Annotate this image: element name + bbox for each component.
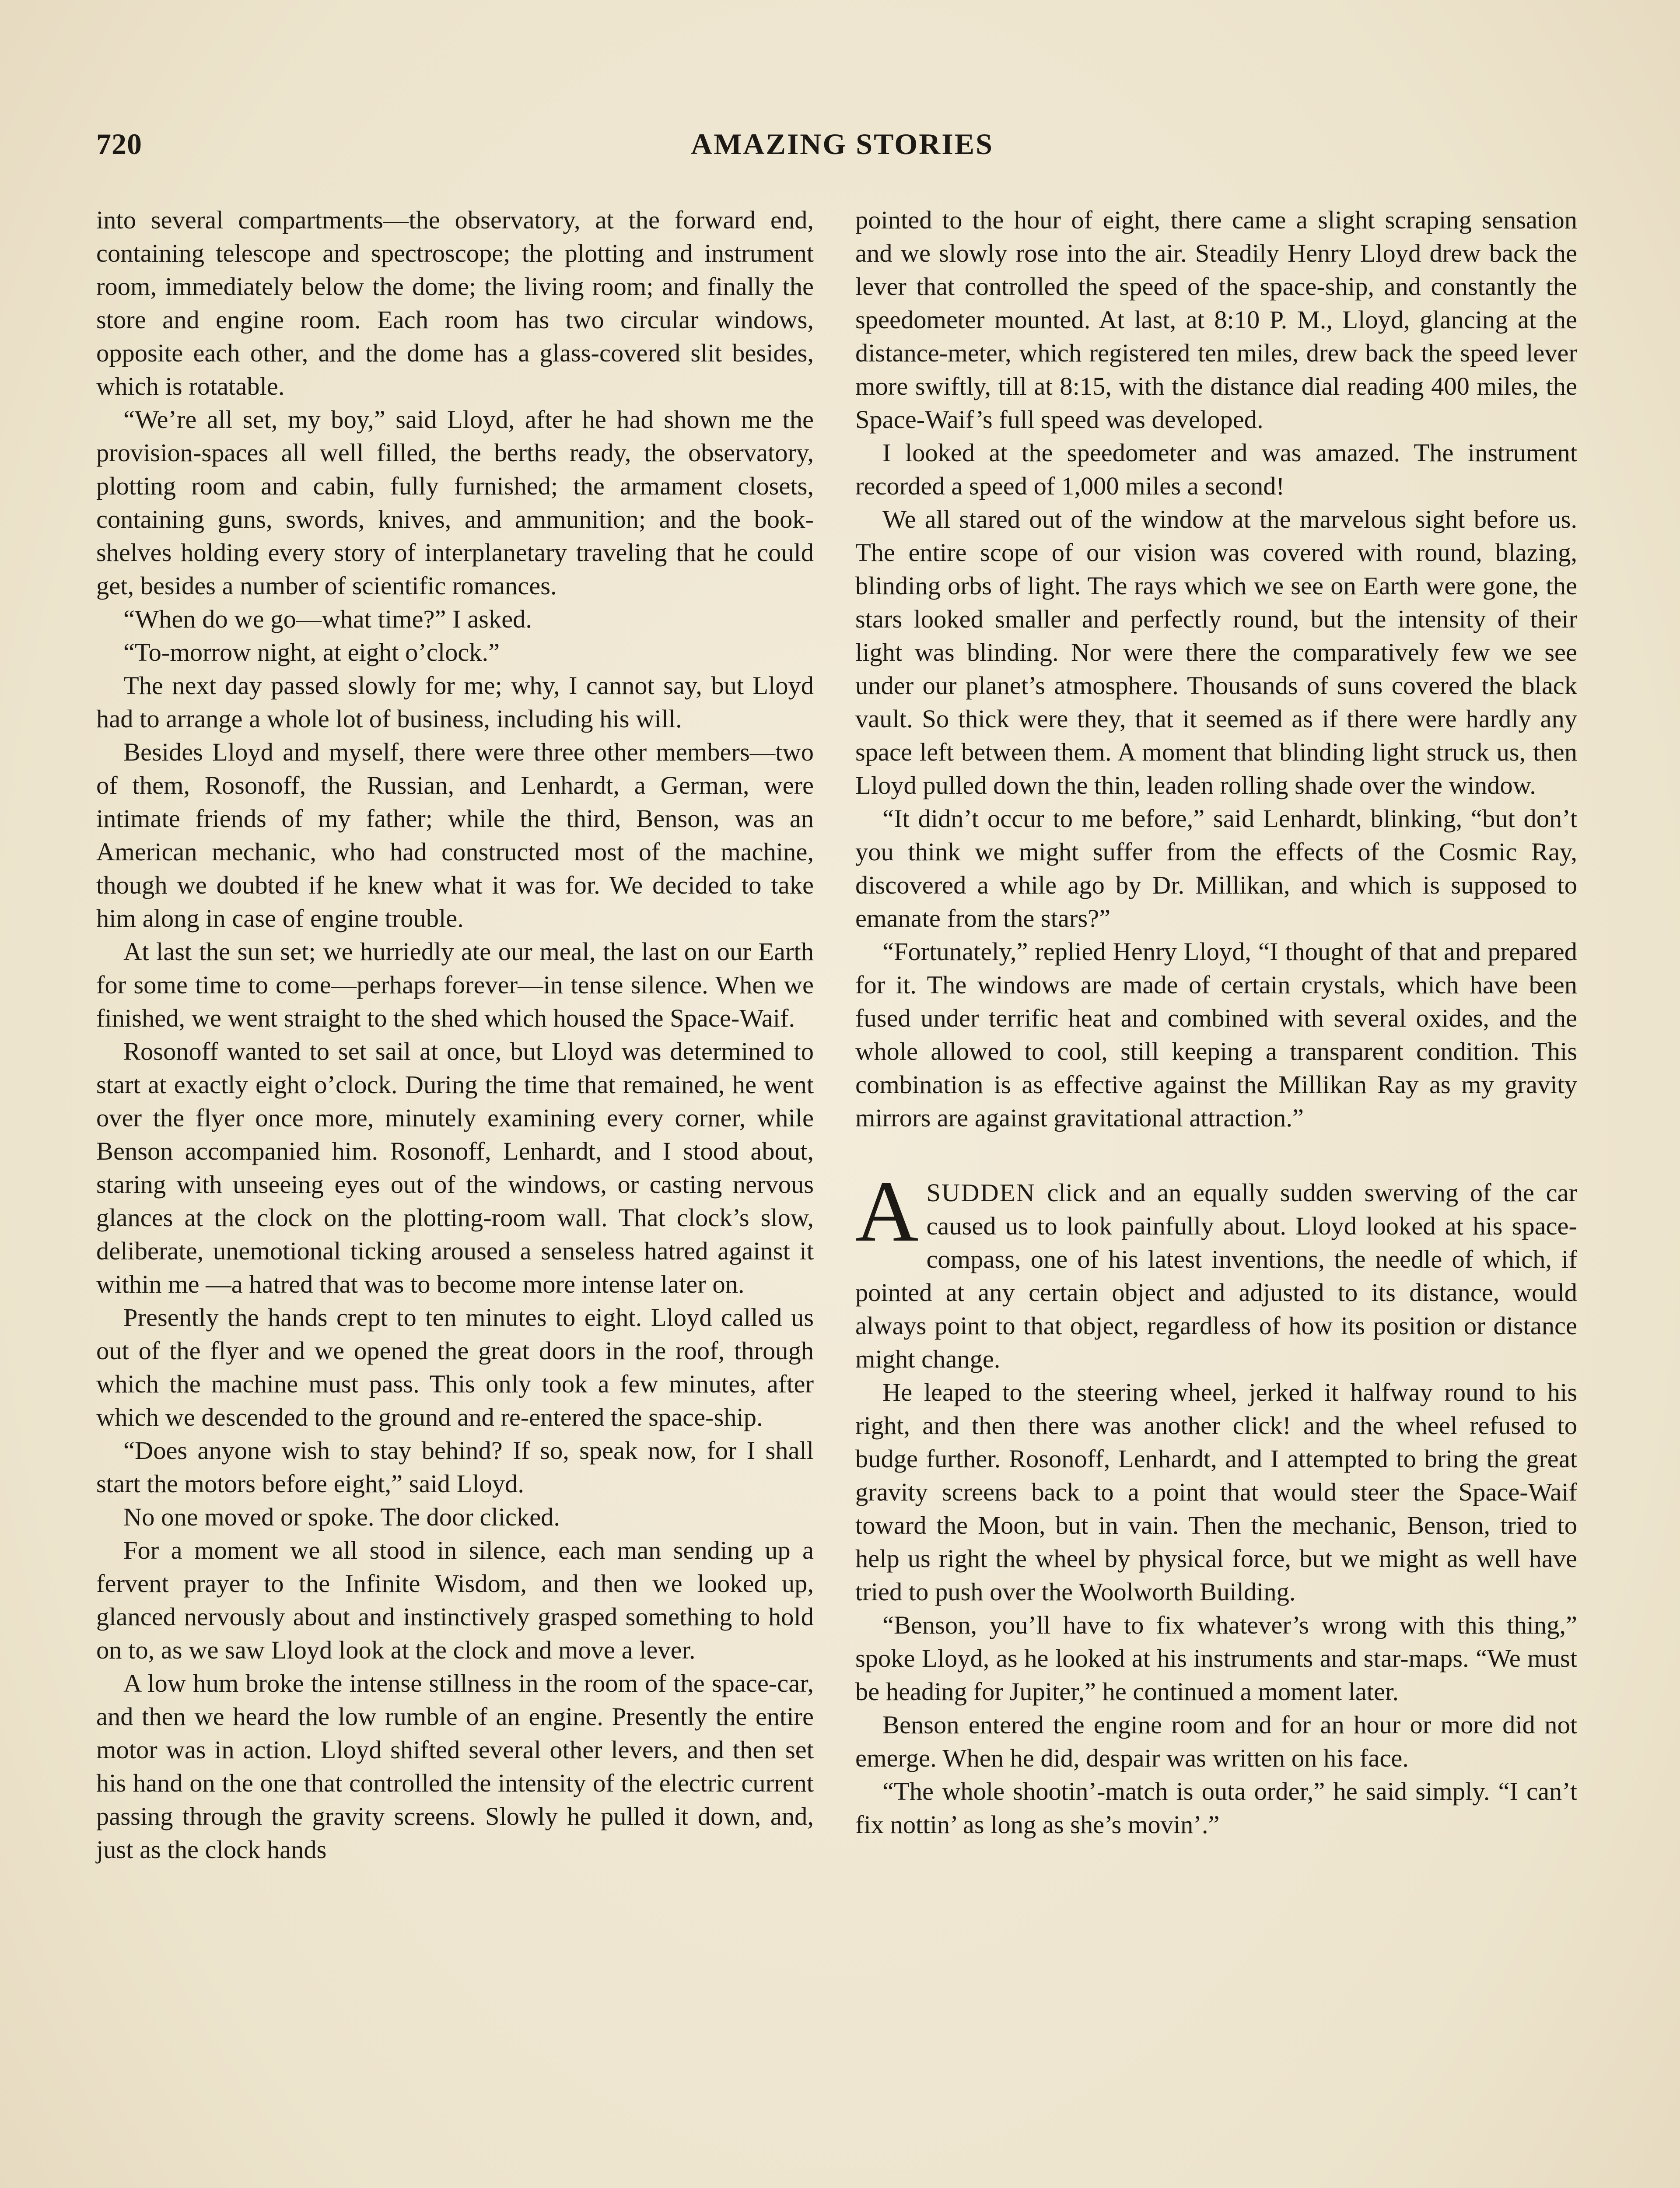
paragraph: A low hum broke the intense stillness in the room of the space-car, and then we heard the low rumble of an engine. Presently the entire motor was in action. Lloyd shifted several other levers, and then set his hand on the one that controlled the intensity of the electric current passing through the gravity screens. Slowly he pulled it down, and, just as the clock hands xyxy=(96,1669,814,1864)
paragraph: “Fortunately,” replied Henry Lloyd, “I thought of that and prepared for it. The windows are made of certain crystals, which have been fused under terrific heat and combined with several oxides, and the whole allowed to cool, still keeping a transparent condition. This combination is as effective against the Millikan Ray as my gravity mirrors are against gravitational attraction.” xyxy=(855,937,1577,1132)
paragraph: “It didn’t occur to me before,” said Lenhardt, blinking, “but don’t you think we might suffer from the effects of the Cosmic Ray, discovered a while ago by Dr. Millikan, and which is supposed to emanate from the stars?” xyxy=(855,804,1577,933)
lead-in-caps: SUDDEN xyxy=(926,1178,1036,1207)
paragraph: “When do we go—what time?” I asked. xyxy=(123,605,532,633)
running-head: AMAZING STORIES xyxy=(691,127,994,161)
paragraph: He leaped to the steering wheel, jerked it halfway round to his right, and then there was another click! and the wheel refused to budge further. Rosonoff, Lenhardt, and I attempted to bring the great gravity screens back to a point that would steer the Space-Waif toward the Moon, but in vain. Then the mechanic, Benson, tried to help us right the wheel by physical force, but we might as well have tried to push over the Woolworth Building. xyxy=(855,1378,1577,1606)
right-column xyxy=(855,203,1577,1841)
paragraph-text: click and an equally sudden swerving of the car caused us to look painfully about. Lloyd looked at his space-compass, one of his latest inventions, the needle of which, if pointed at any certain object and adjusted to its distance, would always point to that object, regardless of how its position or distance might change. xyxy=(855,1178,1577,1373)
paragraph: We all stared out of the window at the marvelous sight before us. The entire scope of our vision was covered with round, blazing, blinding orbs of light. The rays which we see on Earth were gone, the stars looked smaller and perfectly round, but the intensity of their light was blinding. Nor were there the comparatively few we see under our planet’s atmosphere. Thousands of suns covered the black vault. So thick were they, that it seemed as if there were hardly any space left between them. A moment that blinding light struck us, then Lloyd pulled down the thin, leaden rolling shade over the window. xyxy=(855,505,1577,799)
paragraph: For a moment we all stood in silence, each man sending up a fervent prayer to the Infinite Wisdom, and then we looked up, glanced nervously about and instinctively grasped something to hold on to, as we saw Lloyd look at the clock and move a lever. xyxy=(96,1536,814,1664)
paragraph: into several compartments—the observatory, at the forward end, containing telescope and spectroscope; the plotting and instrument room, immediately below the dome; the living room; and finally the store and engine room. Each room has two circular windows, opposite each other, and the dome has a glass-covered slit besides, which is rotatable. xyxy=(96,206,814,400)
paragraph: The next day passed slowly for me; why, I cannot say, but Lloyd had to arrange a whole lot of business, including his will. xyxy=(96,671,814,733)
paragraph: Rosonoff wanted to set sail at once, but Lloyd was determined to start at exactly eight o’clock. During the time that remained, he went over the flyer once more, minutely examining every corner, while Benson accompanied him. Rosonoff, Lenhardt, and I stood about, staring with unseeing eyes out of the windows, or casting nervous glances at the clock on the plotting-room wall. That clock’s slow, deliberate, unemotional ticking aroused a senseless hatred against it within me —a hatred that was to become more intense later on. xyxy=(96,1037,814,1298)
left-column xyxy=(96,203,814,1866)
paragraph: “Benson, you’ll have to fix whatever’s wrong with this thing,” spoke Lloyd, as he looked at his instruments and star-maps. “We must be heading for Jupiter,” he continued a moment later. xyxy=(855,1611,1577,1706)
page-header xyxy=(96,127,1588,175)
paragraph: “To-morrow night, at eight o’clock.” xyxy=(123,638,500,666)
page-number: 720 xyxy=(96,127,142,161)
paragraph: No one moved or spoke. The door clicked. xyxy=(123,1503,560,1531)
drop-cap: A xyxy=(855,1163,919,1260)
paragraph: pointed to the hour of eight, there came a slight scraping sensation and we slowly rose into the air. Steadily Henry Lloyd drew back the lever that controlled the speed of the space-ship, and constantly the speedometer mounted. At last, at 8:10 P. M., Lloyd, glancing at the distance-meter, which registered ten miles, drew back the speed lever more swiftly, till at 8:15, with the distance dial reading 400 miles, the Space-Waif’s full speed was developed. xyxy=(855,206,1577,434)
section-opening-paragraph xyxy=(855,1163,1577,1376)
paragraph: Benson entered the engine room and for an hour or more did not emerge. When he did, despair was written on his face. xyxy=(855,1711,1577,1772)
paragraph: “Does anyone wish to stay behind? If so, speak now, for I shall start the motors before eight,” said Lloyd. xyxy=(96,1436,814,1498)
paragraph: I looked at the speedometer and was amazed. The instrument recorded a speed of 1,000 miles a second! xyxy=(855,438,1577,500)
paragraph: Besides Lloyd and myself, there were three other members—two of them, Rosonoff, the Russian, and Lenhardt, a German, were intimate friends of my father; while the third, Benson, was an American mechanic, who had constructed most of the machine, though we doubted if he knew what it was for. We decided to take him along in case of engine trouble. xyxy=(96,738,814,933)
paragraph: At last the sun set; we hurriedly ate our meal, the last on our Earth for some time to come—perhaps forever—in tense silence. When we finished, we went straight to the shed which housed the Space-Waif. xyxy=(96,937,814,1032)
paragraph: “The whole shootin’-match is outa order,” he said simply. “I can’t fix nottin’ as long as she’s movin’.” xyxy=(855,1777,1577,1839)
paragraph: Presently the hands crept to ten minutes to eight. Lloyd called us out of the flyer and we opened the great doors in the roof, through which the machine must pass. This only took a few minutes, after which we descended to the ground and re-entered the space-ship. xyxy=(96,1303,814,1431)
paragraph: “We’re all set, my boy,” said Lloyd, after he had shown me the provision-spaces all well filled, the berths ready, the observatory, plotting room and cabin, fully furnished; the armament closets, containing guns, swords, knives, and ammunition; and the book-shelves holding every story of interplanetary traveling that he could get, besides a number of scientific romances. xyxy=(96,405,814,600)
